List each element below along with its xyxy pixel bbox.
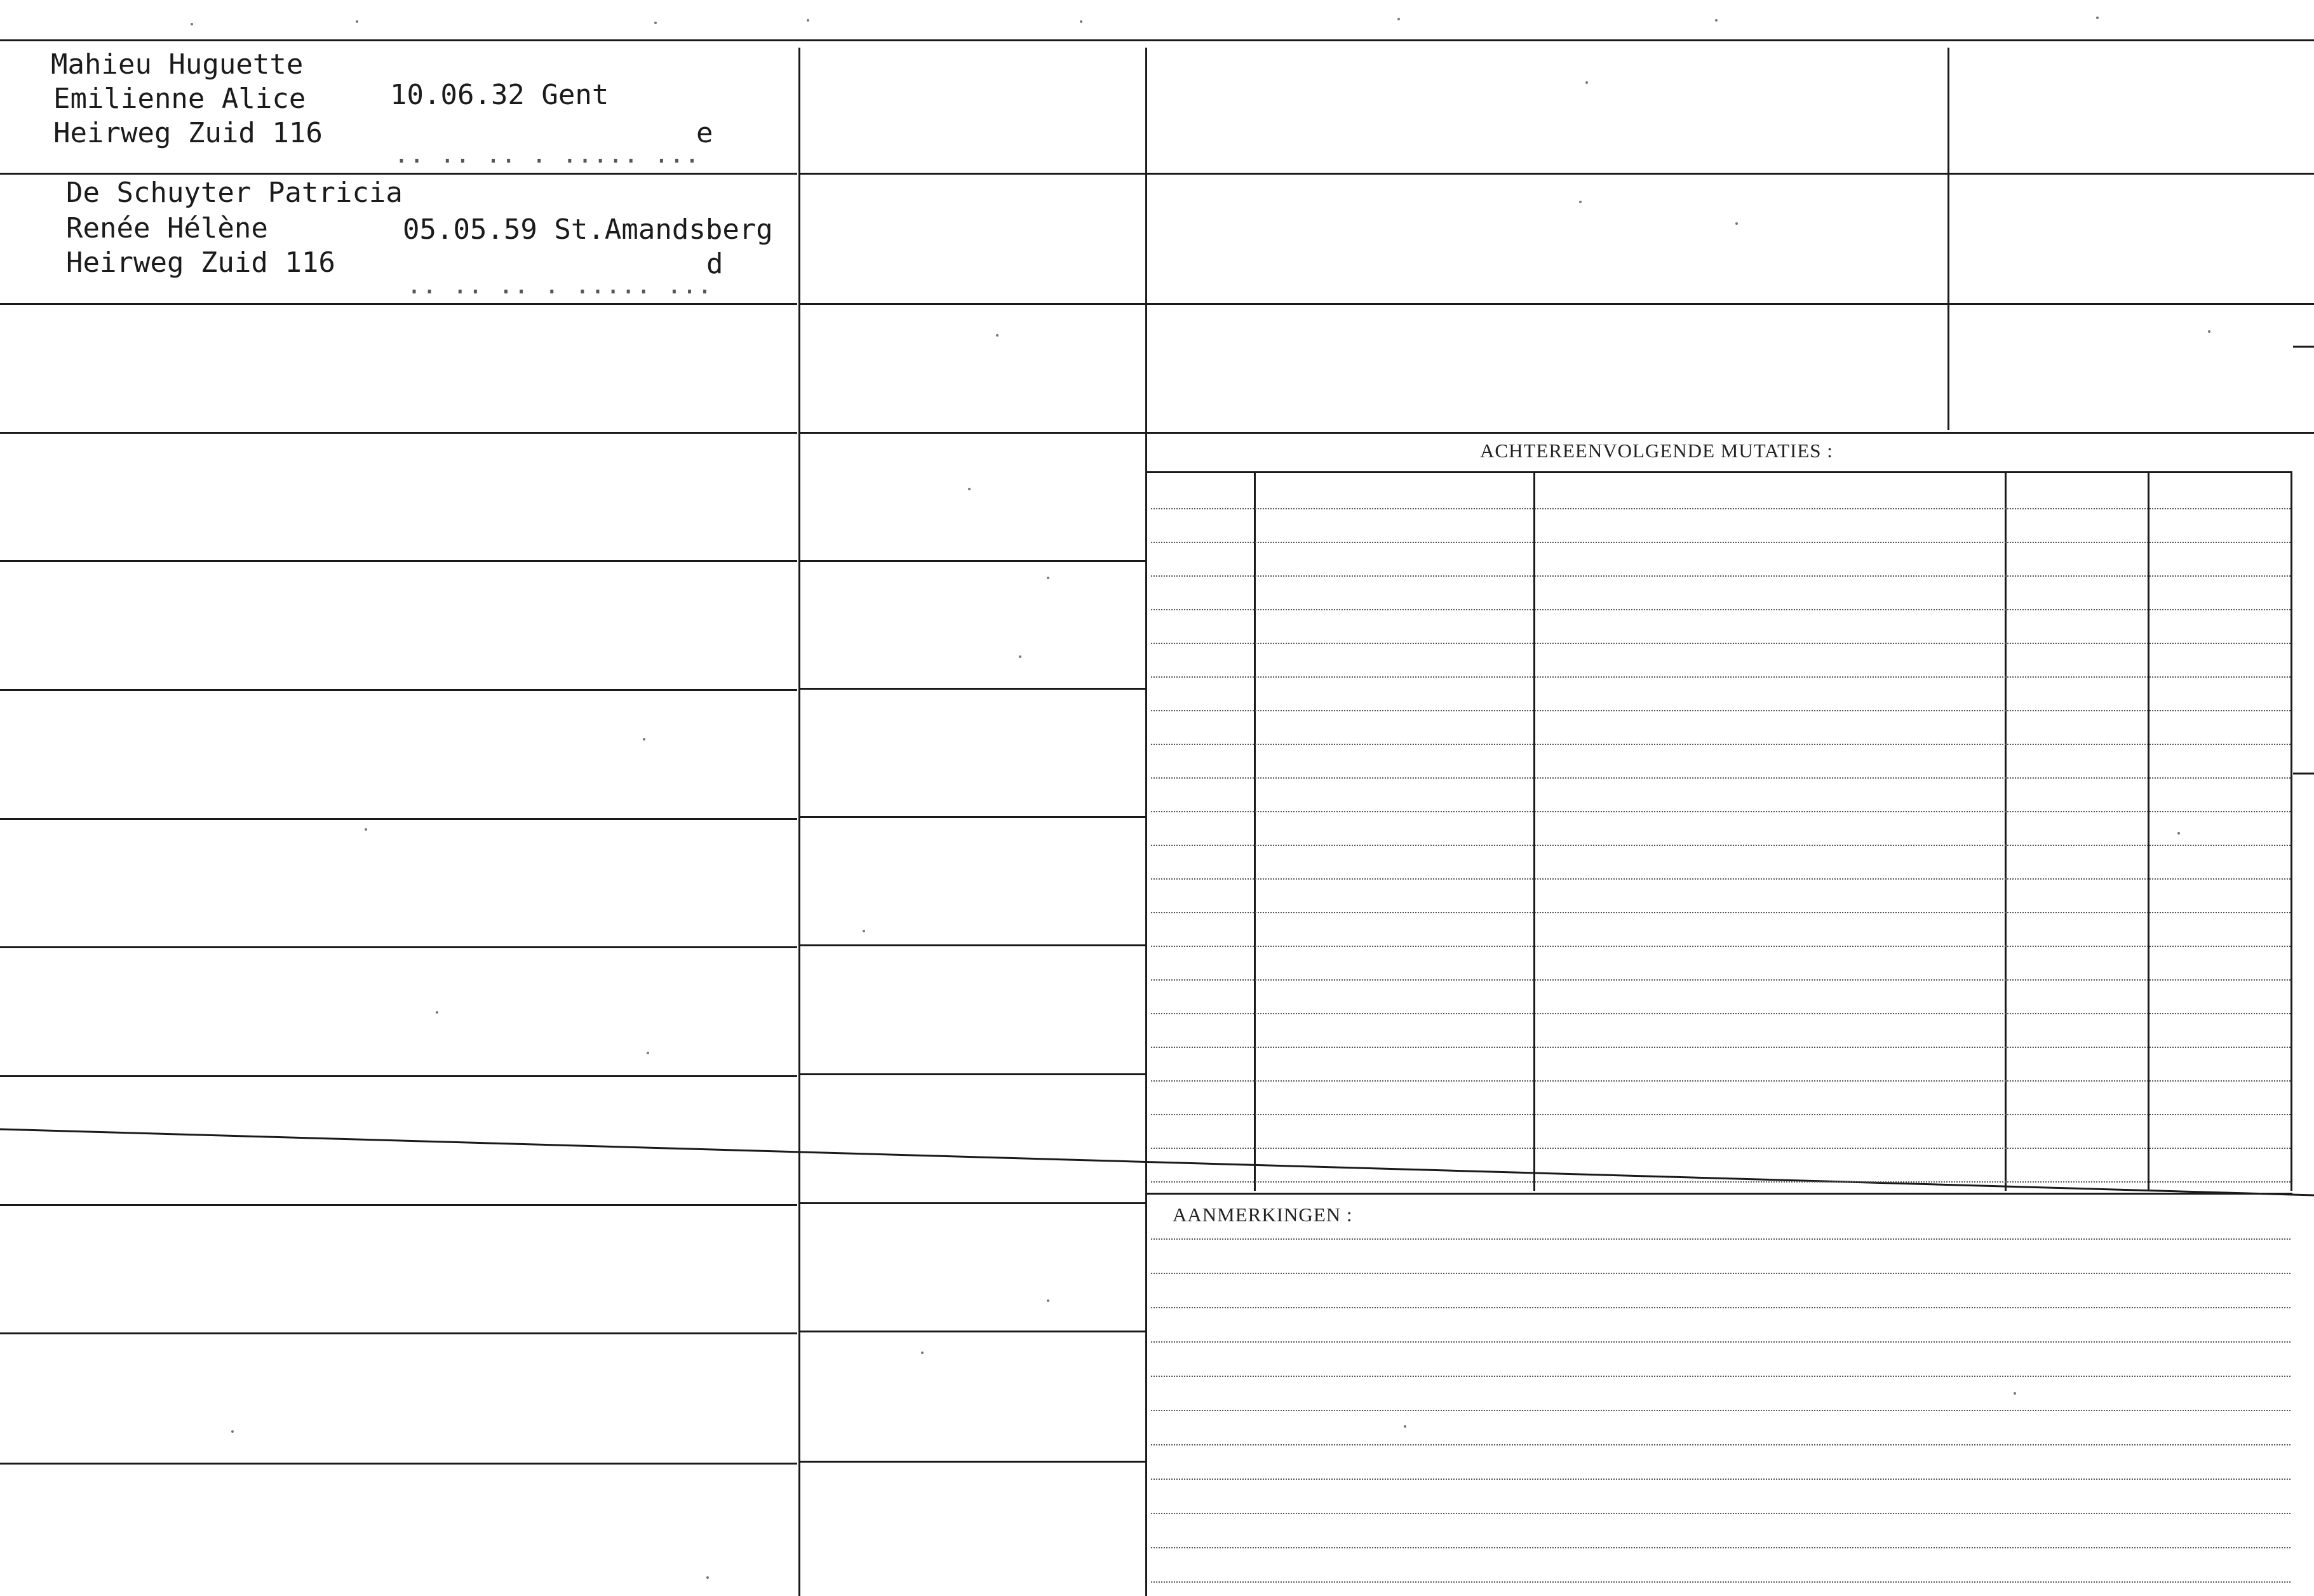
ruled-line — [1151, 845, 2290, 846]
ruled-line — [1151, 1410, 2290, 1411]
person-mark: d — [706, 248, 723, 280]
person-address: Heirweg Zuid 116 — [53, 117, 323, 149]
ruled-line — [1151, 1047, 2290, 1048]
ruled-line — [1151, 1114, 2290, 1115]
remarks-heading: AANMERKINGEN : — [1173, 1204, 1353, 1226]
ruled-line — [1151, 878, 2290, 880]
person-name: Mahieu Huguette — [51, 48, 304, 81]
ruled-line — [1151, 777, 2290, 779]
faded-text: ·· ·· ·· · ····· ··· — [394, 147, 700, 176]
mutations-bottom-rule — [1147, 1193, 2292, 1195]
ruled-line — [1151, 1513, 2290, 1514]
ruled-line — [1151, 1307, 2290, 1308]
ruled-line — [1151, 1376, 2290, 1377]
ruled-line — [1151, 710, 2290, 711]
ruled-line — [1151, 508, 2290, 509]
mutations-column-rule — [2290, 473, 2292, 1191]
mutations-column-rule — [2148, 473, 2149, 1191]
mutations-column-rule — [1533, 473, 1535, 1191]
person-birth: 05.05.59 St.Amandsberg — [403, 213, 773, 246]
ruled-line — [1151, 1341, 2290, 1343]
ruled-line — [1151, 1080, 2290, 1082]
ruled-line — [1151, 609, 2290, 610]
ruled-line — [1151, 946, 2290, 947]
ruled-line — [1151, 1148, 2290, 1149]
ruled-line — [1151, 643, 2290, 644]
person-address: Heirweg Zuid 116 — [66, 246, 335, 279]
ruled-line — [1151, 979, 2290, 981]
ruled-line — [1151, 1444, 2290, 1445]
ruled-line — [1151, 1547, 2290, 1548]
ruled-line — [1151, 542, 2290, 543]
faded-text: ·· ·· ·· · ····· ··· — [407, 278, 713, 307]
ruled-line — [1151, 811, 2290, 812]
ruled-line — [1151, 1181, 2290, 1183]
top-edge-noise — [0, 11, 2314, 37]
person-birth: 10.06.32 Gent — [390, 79, 609, 111]
person-first-names: Renée Hélène — [66, 212, 268, 245]
ruled-line — [1151, 744, 2290, 745]
ruled-line — [1151, 1238, 2290, 1240]
ruled-line — [1151, 912, 2290, 913]
person-name: De Schuyter Patricia — [66, 177, 403, 209]
ruled-line — [1151, 676, 2290, 678]
ruled-line — [1151, 1013, 2290, 1014]
person-mark: e — [696, 117, 713, 149]
ruled-line — [1151, 1581, 2290, 1583]
mutations-column-rule — [2005, 473, 2007, 1191]
mutations-top-rule — [1147, 471, 2292, 473]
ruled-line — [1151, 575, 2290, 577]
ruled-line — [1151, 1273, 2290, 1274]
person-first-names: Emilienne Alice — [53, 83, 306, 115]
mutations-heading: ACHTEREENVOLGENDE MUTATIES : — [1480, 439, 1833, 462]
mutations-column-rule — [1254, 473, 1256, 1191]
ruled-line — [1151, 1479, 2290, 1480]
